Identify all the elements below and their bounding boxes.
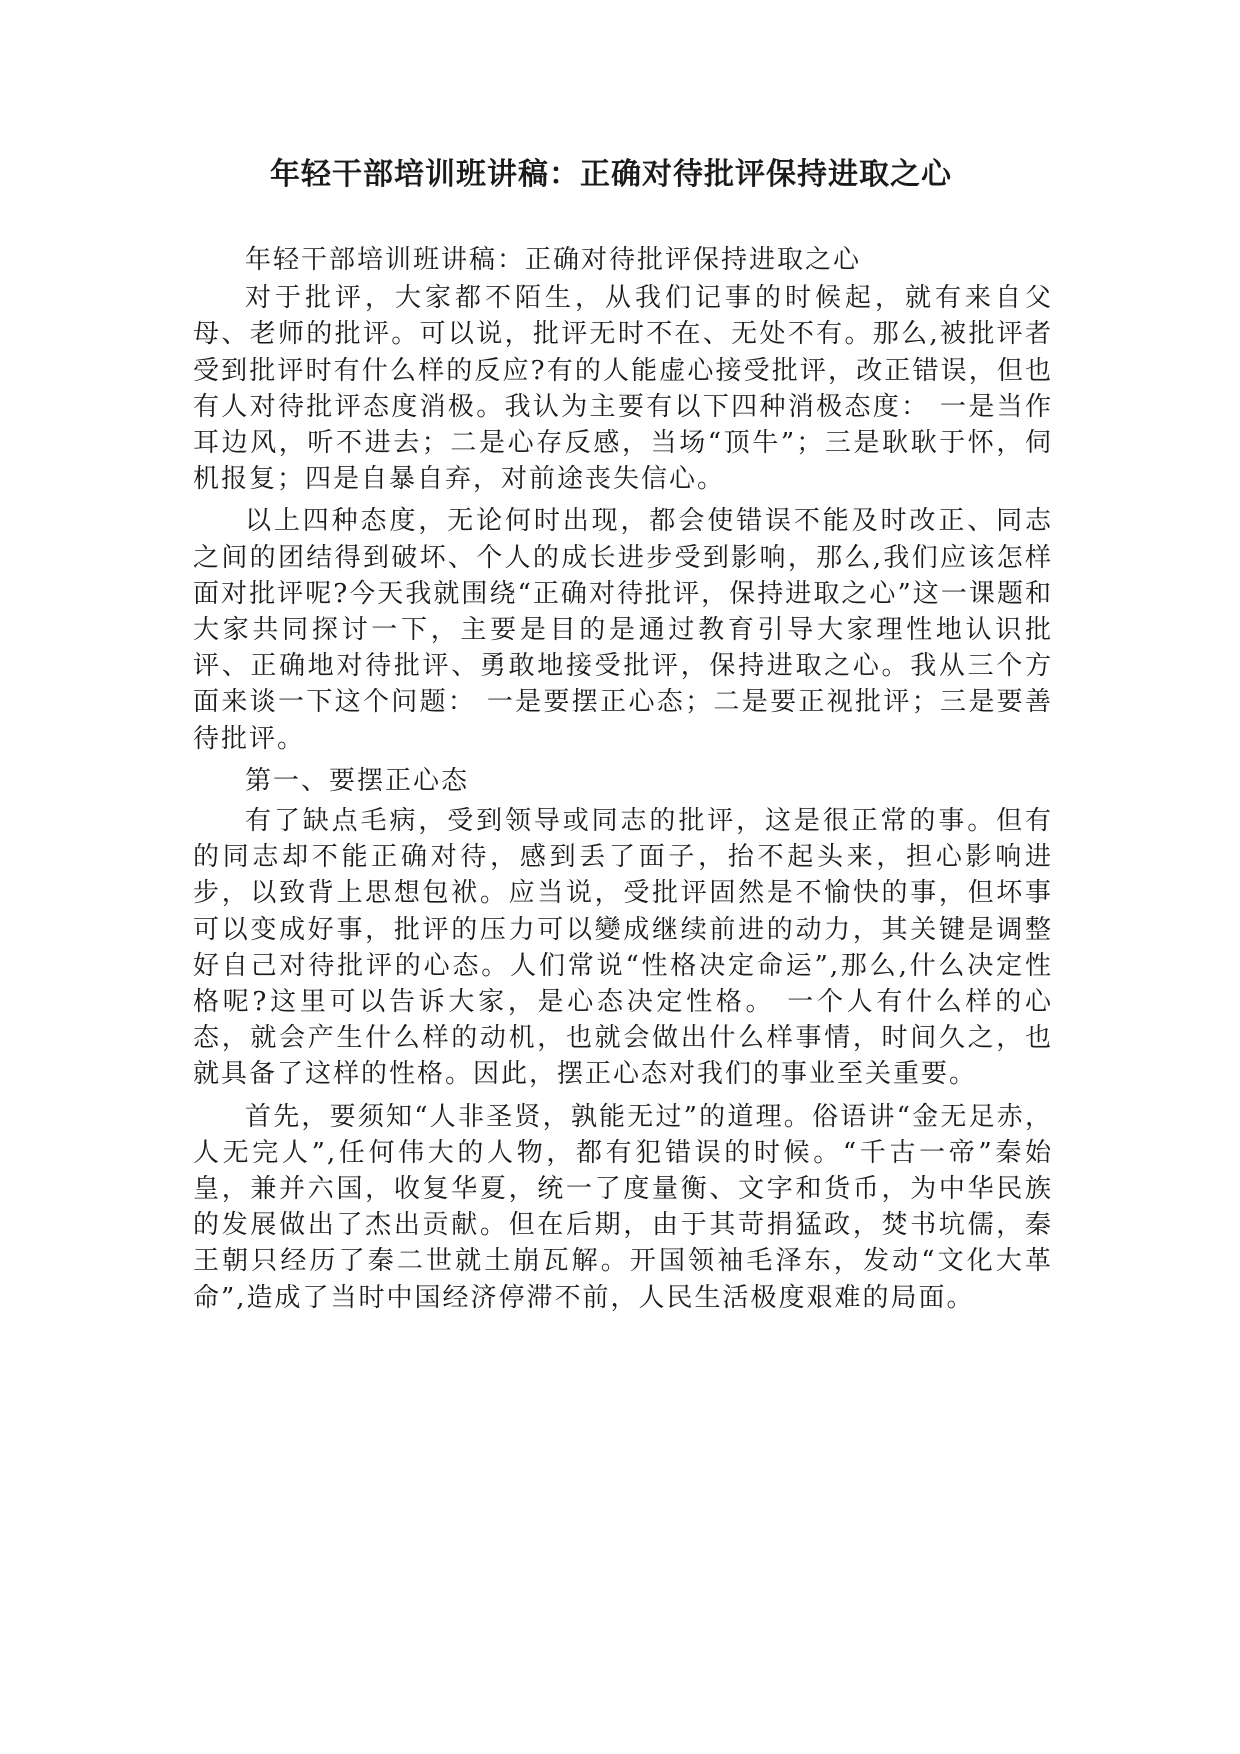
- intro-paragraph: 对于批评，大家都不陌生，从我们记事的时候起，就有来自父母、老师的批评。可以说，批评无时不在、无处不有。那么,被批评者受到批评时有什么样的反应?有的人能虚心接受批评，改正错误，但也有人对待批评态度消极。我认为主要有以下四种消极态度： 一是当作 耳边风，听不进去；二是心存反感，当场“顶牛”；三是耿耿于怀，伺机报复；四是自暴自弃，对前途丧失信心。: [193, 283, 1053, 495]
- outline-paragraph: 以上四种态度，无论何时出现，都会使错误不能及时改正、同志之间的团结得到破坏、个人的成长进步受到影响，那么,我们应该怎样面对批评呢?今天我就围绕“正确对待批评，保持进取之心”这一课题和大家共同探讨一下，主要是目的是通过教育引导大家理性地认识批评、正确地对待批评、勇敢地接受批评，保持进取之心。我从三个方面来谈一下这个问题： 一是要摆正心态；二是要正视批评；三是要善待批评。: [193, 506, 1053, 754]
- page-title: 年轻干部培训班讲稿：正确对待批评保持进取之心: [270, 157, 952, 192]
- section-paragraph: 有了缺点毛病，受到领导或同志的批评，这是很正常的事。但有的同志却不能正确对待，感到丢了面子，抬不起头来，担心影响进步，以致背上思想包袱。应当说，受批评固然是不愉快的事，但坏事可以变成好事，批评的压力可以變成继续前进的动力，其关键是调整好自己对待批评的心态。人们常说“性格决定命运”,那么,什么决定性格呢?这里可以告诉大家，是心态决定性格。 一个人有什么样的心态，就会产生什么样的动机，也就会做出什么样事情，时间久之，也就具备了这样的性格。因此，摆正心态对我们的事业至关重要。: [193, 806, 1053, 1090]
- subtitle-paragraph: 年轻干部培训班讲稿：正确对待批评保持进取之心: [245, 245, 862, 275]
- document-body: [193, 242, 1053, 1322]
- section-heading: 第一、要摆正心态: [245, 765, 470, 796]
- section-paragraph: 首先，要须知“人非圣贤，孰能无过”的道理。俗语讲“金无足赤，人无完人”,任何伟大的人物，都有犯错误的时候。“千古一帝”秦始皇，兼并六国，收复华夏，统一了度量衡、文字和货币，为中华民族的发展做出了杰出贡献。但在后期，由于其苛捐猛政，焚书坑儒，秦王朝只经历了秦二世就土崩瓦解。开国领袖毛泽东，发动“文化大革命”,造成了当时中国经济停滞不前，人民生活极度艰难的局面。: [193, 1101, 1053, 1313]
